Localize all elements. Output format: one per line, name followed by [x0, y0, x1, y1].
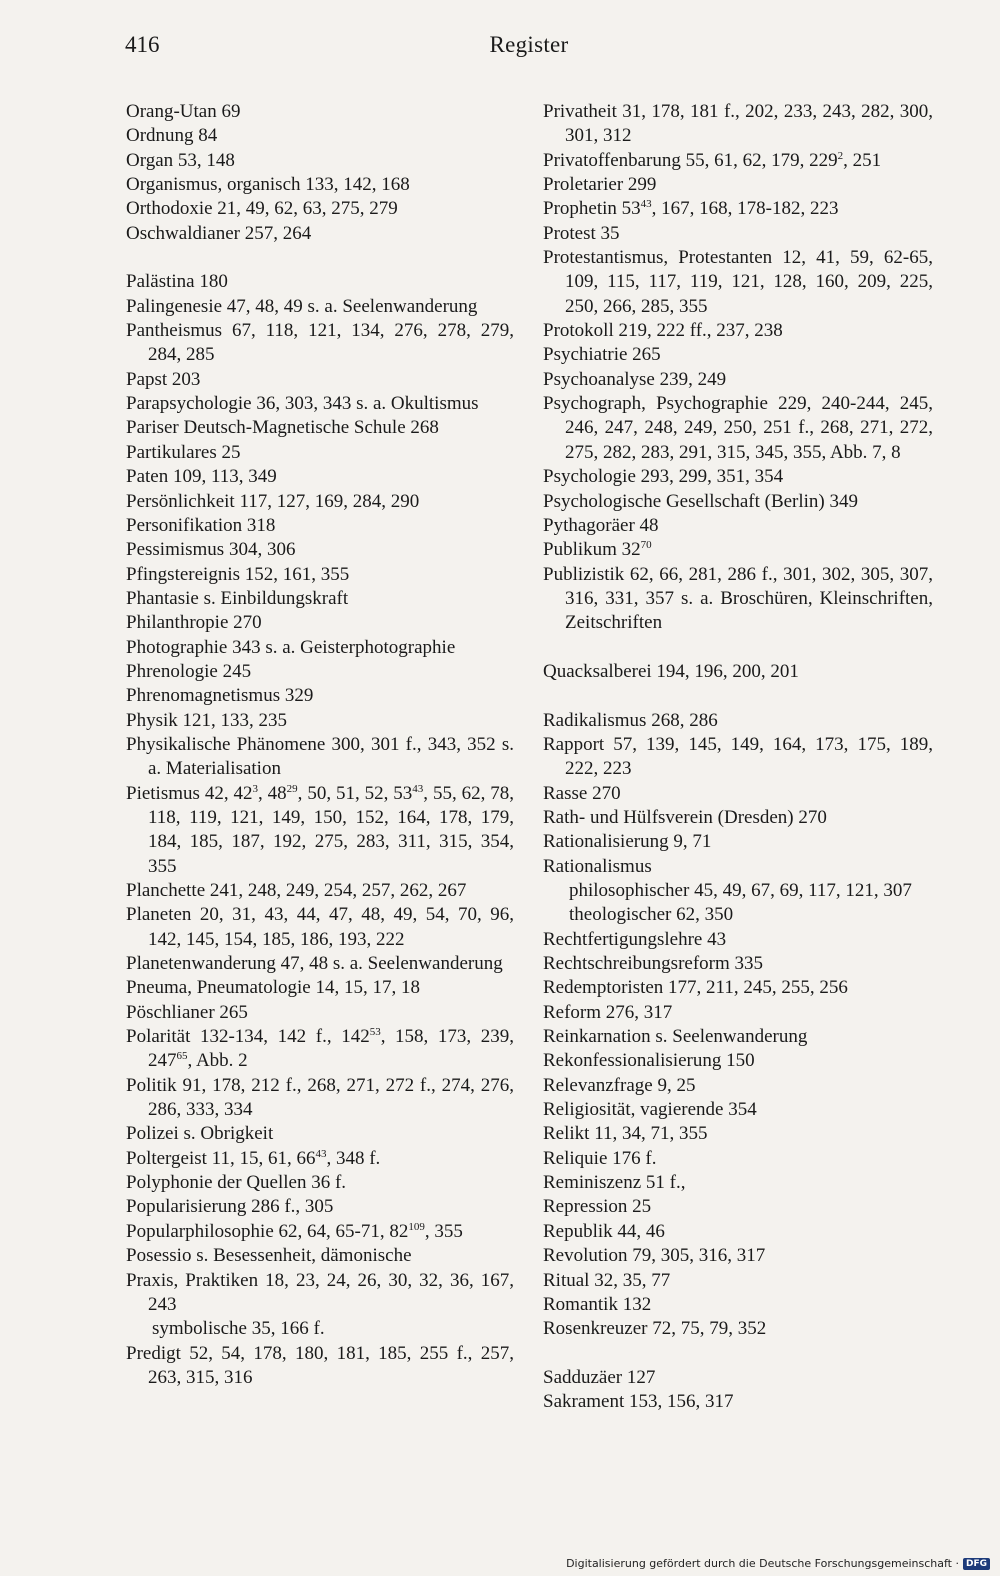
- index-entry: Reliquie 176 f.: [543, 1147, 657, 1169]
- funding-note: Digitalisierung gefördert durch die Deutsche Forschungsgemeinschaft ·: [566, 1557, 959, 1570]
- index-entry: Rationalismus: [543, 855, 652, 877]
- index-entry: Reminiszenz 51 f.,: [543, 1172, 686, 1194]
- index-entry: Rechtschreibungsreform 335: [543, 953, 764, 975]
- index-entry: Repression 25: [543, 1196, 652, 1218]
- index-entry: Planchette 241, 248, 249, 254, 257, 262, 267: [126, 880, 467, 901]
- index-entry: Protest 35: [543, 222, 620, 244]
- index-entry: Orang-Utan 69: [126, 101, 241, 122]
- index-subentry: theologischer 62, 350: [569, 904, 734, 926]
- index-entry: Planeten 20, 31, 43, 44, 47, 48, 49, 54, 70, 96, 142, 145, 154, 185, 186, 193, 222: [126, 904, 514, 950]
- index-entry: Privatoffenbarung 55, 61, 62, 179, $229^2$, 251: [543, 149, 882, 171]
- footnote-superscript: 29: [286, 782, 298, 795]
- index-entry: Physikalische Phänomene 300, 301 f., 343, 352 s. a. Materialisation: [126, 733, 514, 780]
- index-entry: Rapport 57, 139, 145, 149, 164, 173, 175, 189, 222, 223: [543, 733, 933, 780]
- index-entry: Pöschlianer 265: [126, 1001, 248, 1023]
- letter-gap: [543, 684, 933, 708]
- index-entry: Revolution 79, 305, 316, 317: [543, 1245, 766, 1267]
- index-entry: Reform 276, 317: [543, 1001, 673, 1023]
- index-entry: Pietismus 42, $42^3$, $48^{29}$, 50, 51, 52, $53^{43}$, 55, 62, 78, 118, 119, 121, 149, 150, 152, 164, 178, 179, 184, 185, 187, 192, 275, 283, 311, 315, 354, 355: [126, 782, 515, 877]
- index-entry: Phrenomagnetismus 329: [126, 685, 314, 707]
- index-entry: Praxis, Praktiken 18, 23, 24, 26, 30, 32, 36, 167, 243: [126, 1269, 514, 1315]
- index-entry: Physik 121, 133, 235: [126, 709, 287, 731]
- index-entry: Pythagoräer 48: [543, 514, 659, 536]
- index-entry: Rasse 270: [543, 782, 621, 804]
- index-entry: Pneuma, Pneumatologie 14, 15, 17, 18: [126, 977, 420, 999]
- index-entry: Religiosität, vagierende 354: [543, 1099, 757, 1121]
- index-entry: Organ 53, 148: [126, 149, 235, 171]
- index-entry: Sakrament 153, 156, 317: [543, 1391, 734, 1413]
- footnote-superscript: 109: [408, 1220, 425, 1233]
- page-number: 416: [125, 32, 160, 57]
- footnote-superscript: 2: [837, 149, 844, 162]
- index-entry: Rosenkreuzer 72, 75, 79, 352: [543, 1318, 767, 1340]
- index-entry: Prophetin $53^{43}$, 167, 168, 178-182, 223: [543, 198, 839, 220]
- index-entry: Phrenologie 245: [126, 660, 252, 682]
- index-entry: Psychoanalyse 239, 249: [543, 368, 727, 390]
- index-entry: Paten 109, 113, 349: [126, 466, 277, 488]
- index-entry: Romantik 132: [543, 1293, 652, 1315]
- index-entry: Psychograph, Psychographie 229, 240-244, 245, 246, 247, 248, 249, 250, 251 f., 268, 271, 272, 275, 282, 283, 291, 315, 345, 355, Abb. 7, 8: [543, 393, 933, 463]
- index-entry: Psychologische Gesellschaft (Berlin) 349: [543, 490, 859, 512]
- index-entry: Oschwaldianer 257, 264: [126, 222, 312, 244]
- index-entry: Parapsychologie 36, 303, 343 s. a. Okultismus: [126, 393, 479, 415]
- index-entry: Partikulares 25: [126, 441, 241, 463]
- funding-footer: [566, 1557, 990, 1570]
- index-entry: Redemptoristen 177, 211, 245, 255, 256: [543, 977, 848, 999]
- index-entry: Pantheismus 67, 118, 121, 134, 276, 278, 279, 284, 285: [126, 320, 514, 366]
- running-title: Register: [489, 32, 569, 57]
- index-entry: Rath- und Hülfsverein (Dresden) 270: [543, 806, 827, 828]
- index-entry: Ordnung 84: [126, 125, 218, 147]
- footnote-superscript: 43: [412, 782, 424, 795]
- index-entry: Posessio s. Besessenheit, dämonische: [126, 1245, 412, 1267]
- index-entry: Poltergeist 11, 15, 61, $66^{43}$, 348 f.: [126, 1147, 381, 1169]
- dfg-logo: DFG: [963, 1558, 990, 1570]
- index-entry: Papst 203: [126, 368, 201, 390]
- index-entry: Planetenwanderung 47, 48 s. a. Seelenwanderung: [126, 953, 503, 975]
- index-entry: Personifikation 318: [126, 514, 276, 536]
- index-entry: Popularphilosophie 62, 64, 65-71, $82^{109}$, 355: [126, 1220, 463, 1242]
- index-entry: Relevanzfrage 9, 25: [543, 1074, 696, 1096]
- index-entry: Phantasie s. Einbildungskraft: [126, 587, 349, 609]
- index-entry: Photographie 343 s. a. Geisterphotographie: [126, 636, 456, 658]
- footnote-superscript: 43: [640, 198, 652, 211]
- index-entry: Relikt 11, 34, 71, 355: [543, 1123, 708, 1145]
- index-column-left: [126, 100, 514, 1390]
- letter-gap: [543, 636, 933, 660]
- index-entry: Protestantismus, Protestanten 12, 41, 59, 62-65, 109, 115, 117, 119, 121, 128, 160, 209, 225, 250, 266, 285, 355: [543, 247, 933, 317]
- index-entry: Polarität 132-134, 142 f., $142^{53}$, 158, 173, 239, $247^{65}$, Abb. 2: [126, 1026, 515, 1072]
- index-entry: Protokoll 219, 222 ff., 237, 238: [543, 320, 783, 342]
- index-entry: Reinkarnation s. Seelenwanderung: [543, 1026, 808, 1048]
- index-entry: Philanthropie 270: [126, 612, 262, 634]
- index-entry: Organismus, organisch 133, 142, 168: [126, 174, 410, 196]
- index-entry: Polizei s. Obrigkeit: [126, 1123, 274, 1145]
- footnote-superscript: 70: [640, 539, 652, 552]
- index-entry: Ritual 32, 35, 77: [543, 1269, 671, 1291]
- index-entry: Pfingstereignis 152, 161, 355: [126, 563, 350, 585]
- footnote-superscript: 43: [315, 1147, 327, 1160]
- footnote-superscript: 3: [252, 782, 258, 795]
- index-entry: Palingenesie 47, 48, 49 s. a. Seelenwanderung: [126, 295, 478, 317]
- page-header: [125, 32, 933, 68]
- index-entry: Popularisierung 286 f., 305: [126, 1196, 334, 1218]
- footnote-superscript: 53: [369, 1026, 381, 1039]
- index-entry: Persönlichkeit 117, 127, 169, 284, 290: [126, 490, 420, 512]
- index-subentry: philosophischer 45, 49, 67, 69, 117, 121, 307: [569, 880, 912, 901]
- footnote-superscript: 65: [176, 1050, 188, 1063]
- index-entry: Quacksalberei 194, 196, 200, 201: [543, 660, 799, 682]
- index-entry: Pariser Deutsch-Magnetische Schule 268: [126, 417, 439, 439]
- index-entry: Predigt 52, 54, 178, 180, 181, 185, 255 f., 257, 263, 315, 316: [126, 1342, 514, 1388]
- index-entry: Rechtfertigungslehre 43: [543, 928, 727, 950]
- index-entry: Proletarier 299: [543, 174, 657, 196]
- index-entry: Politik 91, 178, 212 f., 268, 271, 272 f., 274, 276, 286, 333, 334: [126, 1074, 514, 1121]
- index-entry: Republik 44, 46: [543, 1220, 665, 1242]
- index-entry: Rekonfessionalisierung 150: [543, 1050, 755, 1072]
- index-entry: Radikalismus 268, 286: [543, 709, 718, 731]
- letter-gap: [543, 1342, 933, 1366]
- letter-gap: [126, 246, 514, 270]
- index-subentry: symbolische 35, 166 f.: [152, 1318, 325, 1340]
- index-column-right: [543, 100, 933, 1415]
- index-entry: Privatheit 31, 178, 181 f., 202, 233, 243, 282, 300, 301, 312: [543, 101, 933, 147]
- index-entry: Psychiatrie 265: [543, 344, 661, 366]
- index-entry: Publizistik 62, 66, 281, 286 f., 301, 302, 305, 307, 316, 331, 357 s. a. Broschüren, Kleinschriften, Zeitschriften: [543, 563, 933, 634]
- index-entry: Publikum $32^{70}$: [543, 539, 652, 561]
- index-entry: Rationalisierung 9, 71: [543, 831, 712, 853]
- index-entry: Pessimismus 304, 306: [126, 539, 296, 561]
- index-entry: Polyphonie der Quellen 36 f.: [126, 1172, 347, 1194]
- index-entry: Psychologie 293, 299, 351, 354: [543, 466, 784, 488]
- index-entry: Sadduzäer 127: [543, 1366, 656, 1388]
- index-entry: Orthodoxie 21, 49, 62, 63, 275, 279: [126, 198, 398, 220]
- index-entry: Palästina 180: [126, 271, 228, 293]
